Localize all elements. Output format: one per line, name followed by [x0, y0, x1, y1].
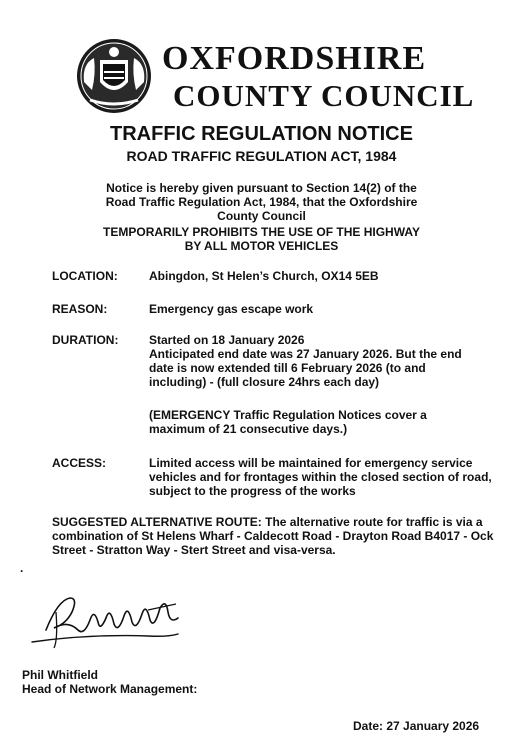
location-label: LOCATION:: [52, 269, 118, 283]
notice-title: TRAFFIC REGULATION NOTICE: [110, 123, 413, 145]
intro-text: Notice is hereby given pursuant to Section 14(2) of the Road Traffic Regulation Act, 1984, that the Oxfordshire County Council: [105, 181, 418, 223]
duration-label: DURATION:: [52, 333, 119, 347]
duration-extension: Anticipated end date was 27 January 2026. But the end date is now extended till 6 February 2026 (to and including) - (full closure 24hrs each day): [149, 347, 462, 389]
reason-label: REASON:: [52, 302, 108, 316]
intro-paragraph: [0, 181, 523, 223]
letterhead: [70, 34, 490, 114]
prohibition-line-2: BY ALL MOTOR VEHICLES: [184, 239, 339, 253]
notice-subtitle: ROAD TRAFFIC REGULATION ACT, 1984: [126, 148, 397, 164]
access-label: ACCESS:: [52, 456, 107, 470]
signatory-block: [22, 668, 197, 696]
prohibition-line-1: TEMPORARILY PROHIBITS THE USE OF THE HIGHWAY: [103, 225, 420, 239]
signatory-role: Head of Network Management:: [22, 682, 198, 696]
coat-of-arms-icon: [70, 34, 158, 116]
notice-date: Date: 27 January 2026: [353, 719, 480, 733]
duration-start: Started on 18 January 2026: [149, 333, 305, 347]
stray-mark: .: [20, 561, 24, 575]
signatory-name: Phil Whitfield: [22, 668, 98, 682]
duration-value: [149, 333, 484, 389]
signature-icon: [28, 590, 183, 652]
duration-note: (EMERGENCY Traffic Regulation Notices cover a maximum of 21 consecutive days.): [149, 408, 427, 436]
reason-value: Emergency gas escape work: [149, 302, 314, 316]
org-name-line-1: OXFORDSHIRE: [162, 40, 427, 77]
prohibition-statement: [0, 225, 523, 253]
alternative-route: SUGGESTED ALTERNATIVE ROUTE: The alternative route for traffic is via a combination of St Helens Wharf - Caldecott Road - Drayton Road B4017 - Ock Street - Stratton Way - Stert Street and visa-versa.: [52, 515, 494, 557]
org-name-line-2: COUNTY COUNCIL: [173, 78, 475, 113]
access-value: Limited access will be maintained for emergency service vehicles and for frontages within the closed section of road, subject to the progress of the works: [149, 456, 492, 498]
location-value: Abingdon, St Helen’s Church, OX14 5EB: [149, 269, 379, 283]
